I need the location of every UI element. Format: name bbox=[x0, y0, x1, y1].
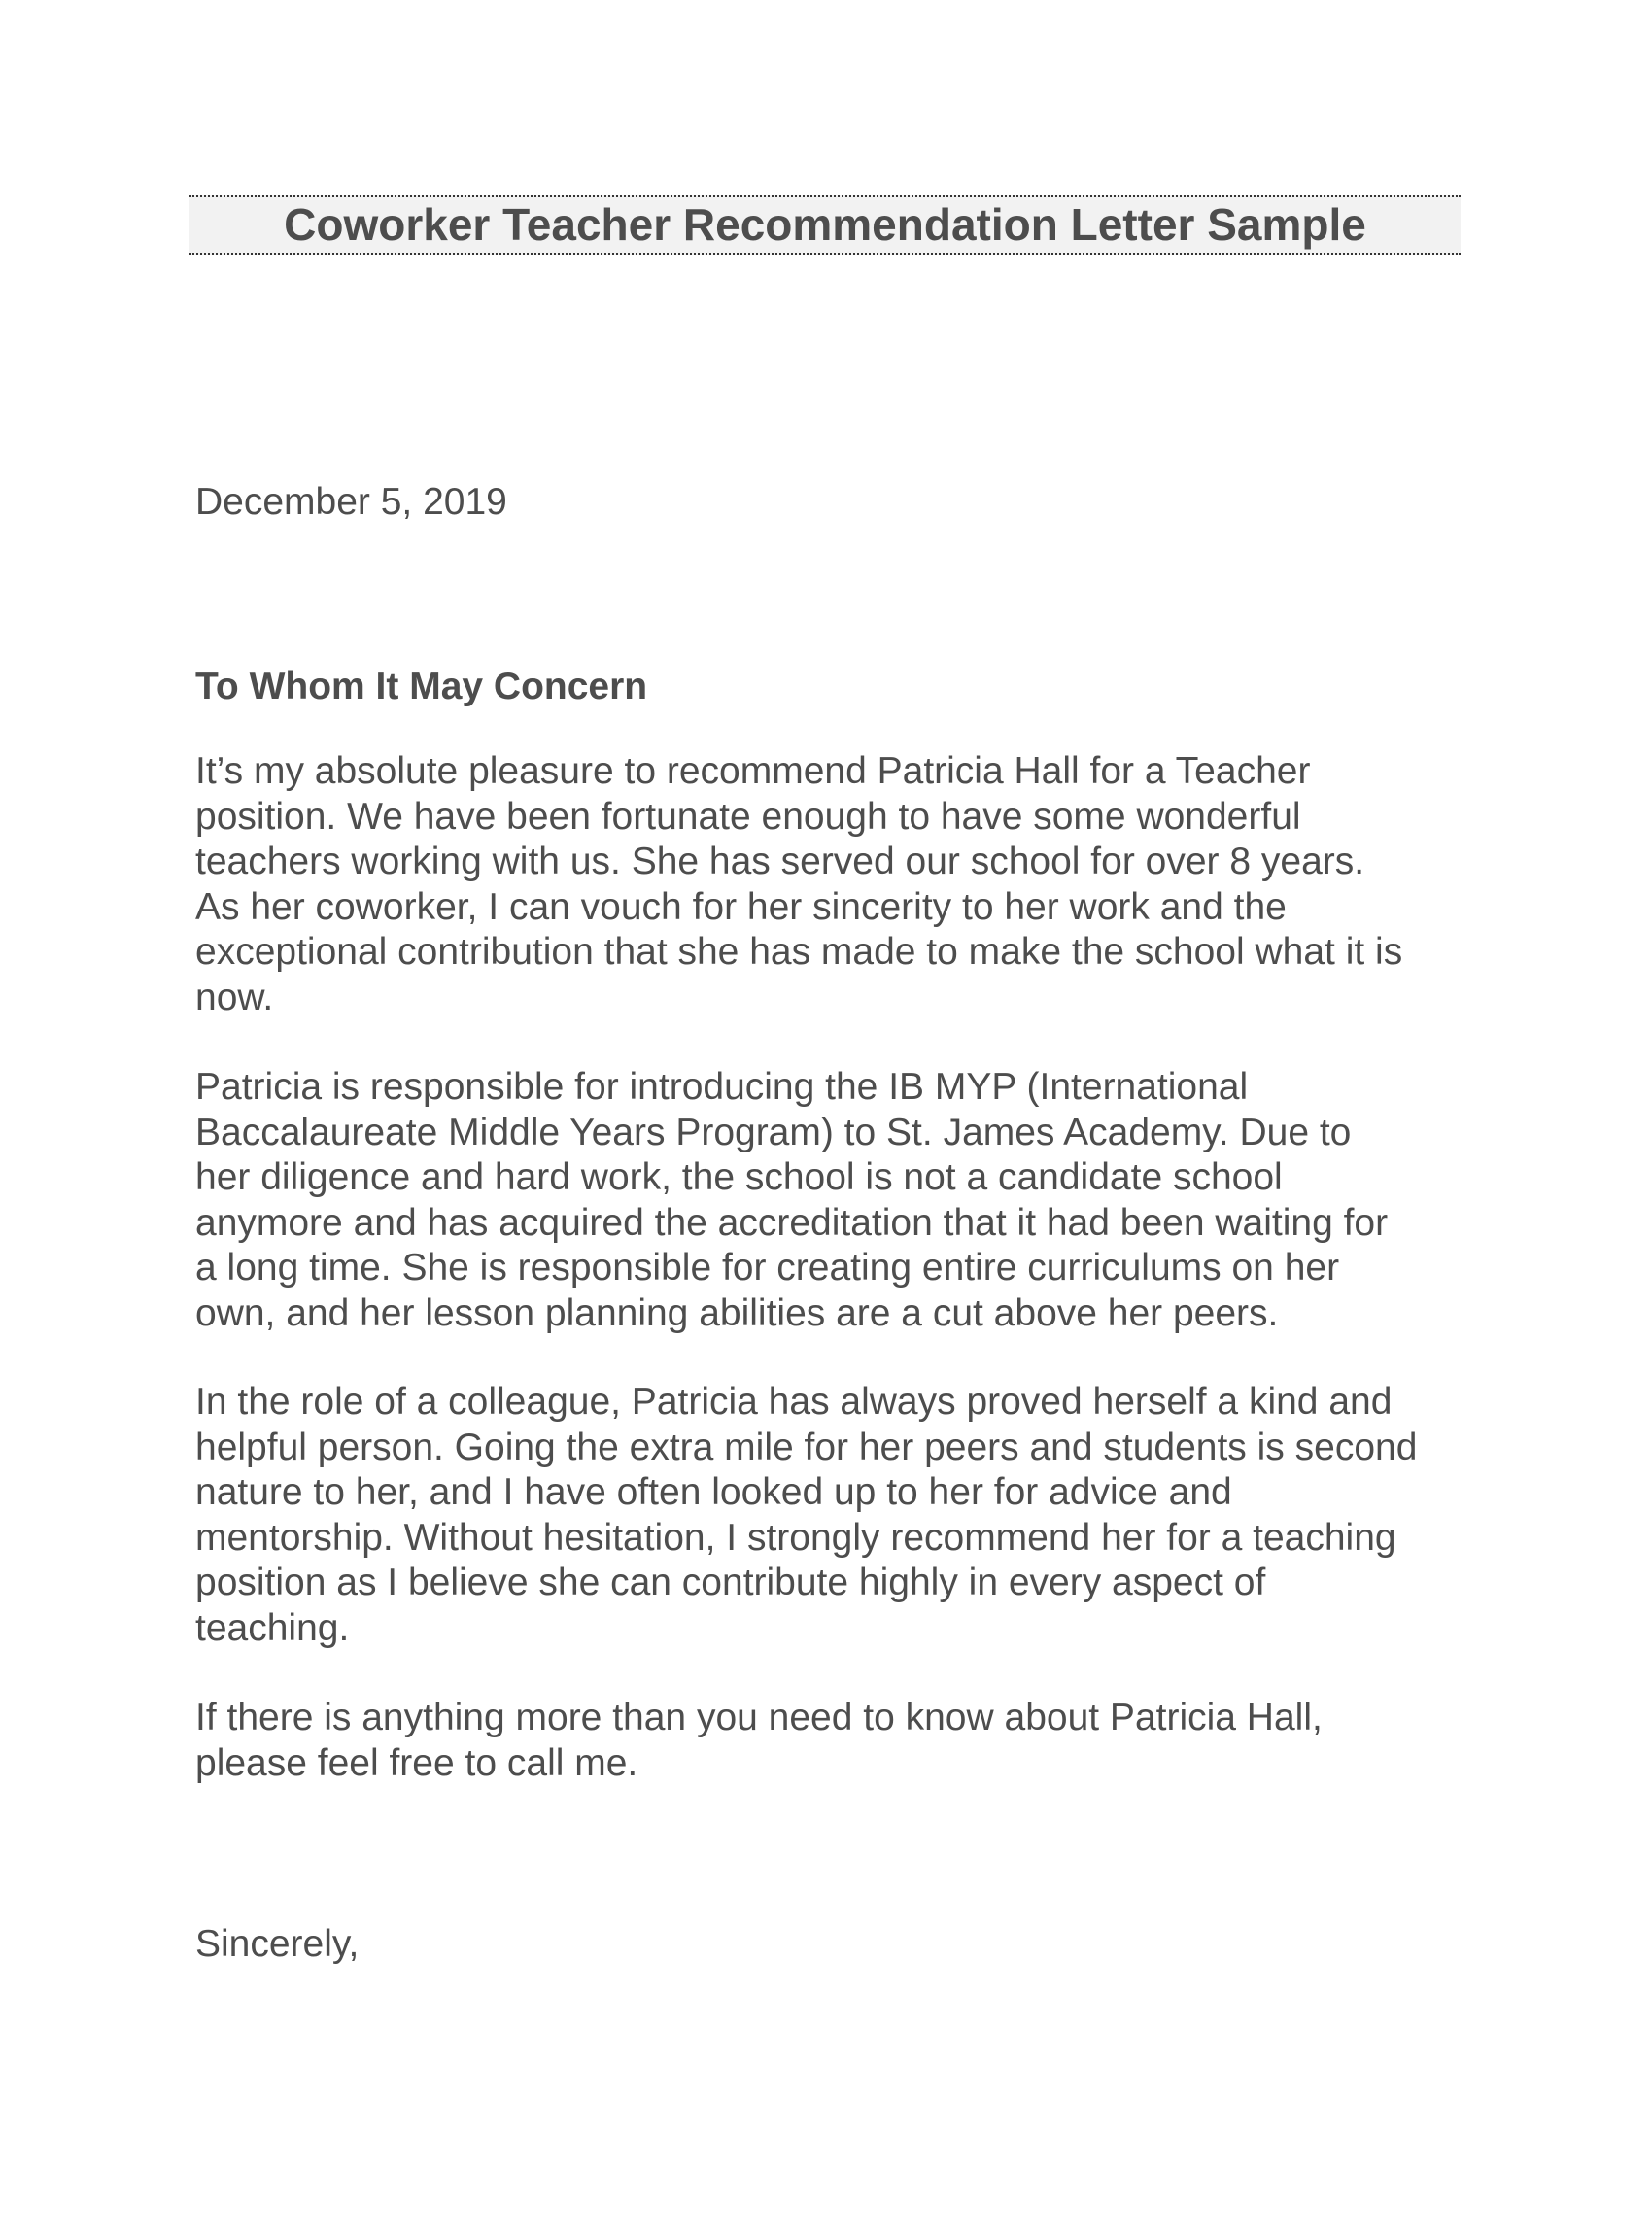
paragraph-line: exceptional contribution that she has made to make the school what it is bbox=[195, 931, 1403, 973]
closing-text: Sincerely, bbox=[195, 1923, 360, 1965]
paragraph-line: own, and her lesson planning abilities are a cut above her peers. bbox=[195, 1291, 1279, 1334]
paragraph-line: position. We have been fortunate enough to have some wonderful bbox=[195, 795, 1301, 838]
paragraph-line: If there is anything more than you need to know about Patricia Hall, bbox=[195, 1697, 1323, 1738]
paragraph-line: a long time. She is responsible for creating entire curriculums on her bbox=[195, 1247, 1340, 1289]
date-text: December 5, 2019 bbox=[195, 481, 507, 523]
paragraph-line: position as I believe she can contribute highly in every aspect of bbox=[195, 1562, 1266, 1603]
paragraph-1 bbox=[195, 749, 1478, 1020]
paragraph-line: It’s my absolute pleasure to recommend Patricia Hall for a Teacher bbox=[195, 750, 1311, 792]
paragraph-line: anymore and has acquired the accreditation that it had been waiting for bbox=[195, 1201, 1389, 1244]
paragraph-line: Baccalaureate Middle Years Program) to St. James Academy. Due to bbox=[195, 1111, 1352, 1153]
letter-date bbox=[195, 480, 1478, 526]
paragraph-line: helpful person. Going the extra mile for her peers and students is second bbox=[195, 1426, 1418, 1468]
salutation-text: To Whom It May Concern bbox=[195, 666, 648, 707]
paragraph-line: her diligence and hard work, the school is not a candidate school bbox=[195, 1156, 1283, 1198]
letter-salutation bbox=[195, 665, 1478, 710]
paragraph-line: please feel free to call me. bbox=[195, 1741, 638, 1784]
paragraph-line: nature to her, and I have often looked up to her for advice and bbox=[195, 1471, 1232, 1513]
paragraph-line: Patricia is responsible for introducing the IB MYP (International bbox=[195, 1066, 1249, 1108]
letter-closing bbox=[195, 1922, 1478, 1968]
paragraph-line: mentorship. Without hesitation, I strongly recommend her for a teaching bbox=[195, 1516, 1396, 1559]
paragraph-2 bbox=[195, 1065, 1478, 1336]
paragraph-4 bbox=[195, 1696, 1478, 1786]
paragraph-line: teaching. bbox=[195, 1606, 350, 1649]
document-title: Coworker Teacher Recommendation Letter Sample bbox=[284, 199, 1366, 250]
paragraph-line: In the role of a colleague, Patricia has always proved herself a kind and bbox=[195, 1381, 1393, 1423]
paragraph-line: As her coworker, I can vouch for her sincerity to her work and the bbox=[195, 885, 1287, 928]
paragraph-line: teachers working with us. She has served our school for over 8 years. bbox=[195, 841, 1365, 882]
paragraph-line: now. bbox=[195, 976, 274, 1018]
paragraph-3 bbox=[195, 1380, 1478, 1651]
title-banner bbox=[189, 195, 1461, 255]
